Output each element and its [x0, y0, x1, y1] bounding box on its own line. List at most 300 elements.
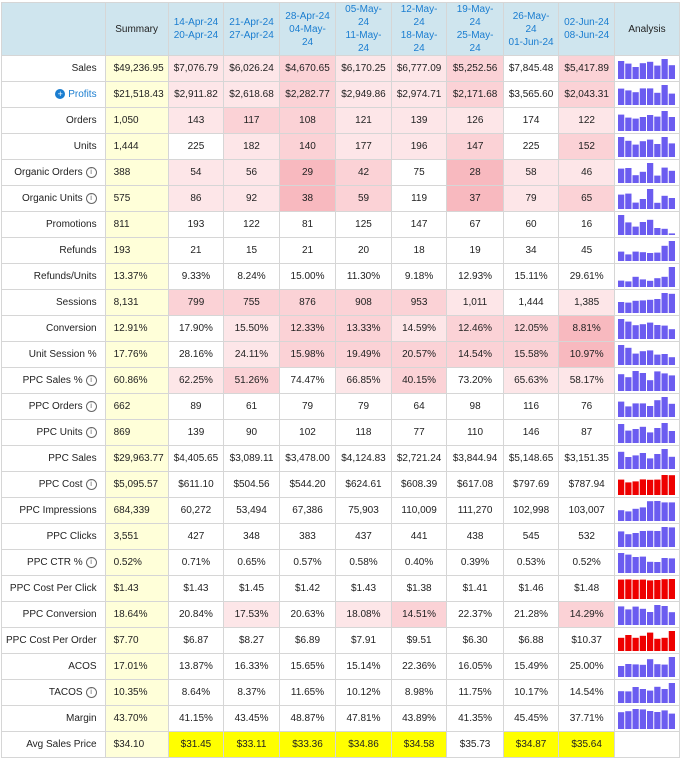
sparkline-bar: [625, 579, 631, 599]
week-value-cell: 146: [503, 420, 559, 446]
sparkline-bar: [647, 88, 653, 105]
analysis-sparkline-cell[interactable]: [614, 550, 679, 576]
analysis-sparkline-cell[interactable]: [614, 82, 679, 108]
week-value-cell: $34.86: [336, 732, 392, 758]
sparkline-bar: [661, 85, 667, 105]
analysis-sparkline-cell[interactable]: [614, 56, 679, 82]
sparkline-bar: [625, 193, 631, 208]
analysis-sparkline-cell[interactable]: [614, 524, 679, 550]
metric-label-text: Organic Orders: [14, 167, 83, 179]
metric-label-text: Sessions: [56, 297, 97, 308]
sparkline-bar: [632, 325, 638, 339]
metric-label-text: PPC Impressions: [19, 505, 97, 516]
sparkline-bar: [654, 712, 660, 729]
week-value-cell: 152: [559, 134, 615, 160]
week-start: 14-Apr-24: [173, 17, 219, 28]
week-value-cell: 90: [224, 420, 280, 446]
week-header-3[interactable]: [279, 3, 335, 56]
sparkline-bar: [640, 664, 646, 676]
week-value-cell: 908: [336, 290, 392, 316]
sparkline-bar: [625, 406, 631, 417]
sparkline-bar: [632, 371, 638, 391]
sparkline-bar: [618, 606, 624, 625]
sparkline-bar: [640, 351, 646, 365]
week-value-cell: $2,282.77: [279, 82, 335, 108]
sparkline-bar: [669, 198, 675, 209]
week-value-cell: 108: [279, 108, 335, 134]
week-value-cell: $6,777.09: [391, 56, 447, 82]
metric-row: [2, 680, 680, 706]
summary-cell: $1.43: [105, 576, 168, 602]
sparkline-chart: [618, 501, 676, 521]
metric-label: [2, 264, 106, 290]
sparkline-bar: [632, 557, 638, 573]
analysis-sparkline-cell[interactable]: [614, 654, 679, 680]
sparkline-bar: [661, 527, 667, 547]
week-value-cell: $2,949.86: [336, 82, 392, 108]
summary-cell: 575: [105, 186, 168, 212]
week-value-cell: 98: [447, 394, 503, 420]
sparkline-bar: [640, 479, 646, 495]
metric-label-text: PPC Cost: [38, 479, 83, 491]
sparkline-bar: [640, 635, 646, 650]
sparkline-bar: [618, 479, 624, 494]
sparkline-bar: [640, 324, 646, 339]
week-value-cell: 40.15%: [391, 368, 447, 394]
week-header-5[interactable]: [391, 3, 447, 56]
metric-row: [2, 420, 680, 446]
sparkline-bar: [669, 713, 675, 728]
analysis-sparkline-cell[interactable]: [614, 602, 679, 628]
sparkline-bar: [654, 531, 660, 547]
week-value-cell: 92: [224, 186, 280, 212]
week-value-cell: 22.36%: [391, 654, 447, 680]
week-value-cell: 0.58%: [336, 550, 392, 576]
sparkline-bar: [661, 245, 667, 260]
sparkline-chart: [618, 189, 676, 209]
expand-plus-icon[interactable]: +: [55, 89, 65, 99]
sparkline-bar: [669, 403, 675, 416]
metric-row: [2, 602, 680, 628]
analysis-header: Analysis: [614, 3, 679, 56]
week-value-cell: 147: [391, 212, 447, 238]
summary-cell: $49,236.95: [105, 56, 168, 82]
sparkline-bar: [640, 88, 646, 105]
metric-label: [2, 472, 106, 498]
sparkline-bar: [618, 691, 624, 703]
week-value-cell: $34.58: [391, 732, 447, 758]
sparkline-bar: [618, 424, 624, 443]
sparkline-bar: [618, 280, 624, 286]
week-value-cell: 22.37%: [447, 602, 503, 628]
metric-label: [2, 212, 106, 238]
metric-row: [2, 394, 680, 420]
week-value-cell: 755: [224, 290, 280, 316]
analysis-sparkline-cell[interactable]: [614, 420, 679, 446]
analysis-sparkline-cell[interactable]: [614, 134, 679, 160]
sparkline-bar: [640, 300, 646, 313]
metric-label: [2, 394, 106, 420]
week-value-cell: $7,845.48: [503, 56, 559, 82]
week-value-cell: 28: [447, 160, 503, 186]
sparkline-bar: [661, 710, 667, 729]
week-value-cell: $1.43: [336, 576, 392, 602]
sparkline-bar: [618, 88, 624, 104]
week-start: 19-May-24: [456, 4, 494, 28]
sparkline-bar: [632, 709, 638, 729]
metric-label: [2, 602, 106, 628]
week-value-cell: 15: [224, 238, 280, 264]
metric-row: [2, 238, 680, 264]
sparkline-bar: [618, 215, 624, 235]
week-value-cell: $3,844.94: [447, 446, 503, 472]
week-value-cell: 12.93%: [447, 264, 503, 290]
analysis-sparkline-cell[interactable]: [614, 238, 679, 264]
week-value-cell: 8.98%: [391, 680, 447, 706]
week-value-cell: 15.98%: [279, 342, 335, 368]
metric-label-text: ACOS: [68, 661, 97, 672]
sparkline-bar: [661, 664, 667, 676]
week-value-cell: 20: [336, 238, 392, 264]
sparkline-bar: [640, 579, 646, 598]
info-icon[interactable]: i: [86, 687, 97, 698]
sparkline-bar: [654, 638, 660, 650]
week-value-cell: $2,721.24: [391, 446, 447, 472]
sparkline-bar: [632, 276, 638, 286]
sparkline-bar: [647, 189, 653, 209]
week-value-cell: 122: [224, 212, 280, 238]
metric-label-text: Refunds/Units: [33, 271, 97, 282]
metric-row: [2, 732, 680, 758]
week-value-cell: 29.61%: [559, 264, 615, 290]
info-icon[interactable]: i: [86, 401, 97, 412]
metric-label[interactable]: [2, 82, 106, 108]
sparkline-bar: [669, 293, 675, 312]
week-start: 05-May-24: [345, 4, 382, 28]
week-value-cell: 37.71%: [559, 706, 615, 732]
sparkline-bar: [661, 228, 667, 234]
sparkline-chart: [618, 319, 676, 339]
summary-header: Summary: [105, 3, 168, 56]
week-value-cell: 437: [336, 524, 392, 550]
metric-label-text: Units: [73, 141, 97, 152]
sparkline-bar: [618, 553, 624, 573]
sparkline-bar: [625, 281, 631, 287]
metric-row: [2, 108, 680, 134]
sparkline-bar: [661, 354, 667, 365]
week-value-cell: 15.58%: [503, 342, 559, 368]
week-value-cell: 43.45%: [224, 706, 280, 732]
week-end: 20-Apr-24: [173, 30, 219, 41]
week-value-cell: 64: [391, 394, 447, 420]
sparkline-bar: [625, 347, 631, 364]
metric-label-text: PPC Sales: [48, 453, 97, 464]
sparkline-bar: [640, 709, 646, 729]
week-value-cell: $1.48: [559, 576, 615, 602]
week-value-cell: 225: [168, 134, 224, 160]
sparkline-chart: [618, 345, 676, 365]
summary-cell: 12.91%: [105, 316, 168, 342]
week-value-cell: 1,011: [447, 290, 503, 316]
week-value-cell: 77: [391, 420, 447, 446]
info-icon[interactable]: i: [86, 427, 97, 438]
week-value-cell: 54: [168, 160, 224, 186]
week-value-cell: $8.27: [224, 628, 280, 654]
week-value-cell: 118: [336, 420, 392, 446]
week-value-cell: 8.24%: [224, 264, 280, 290]
week-value-cell: $6,170.25: [336, 56, 392, 82]
week-value-cell: 14.54%: [559, 680, 615, 706]
info-icon[interactable]: i: [86, 557, 97, 568]
sparkline-bar: [625, 691, 631, 703]
week-header-8[interactable]: [559, 3, 615, 56]
sparkline-chart: [618, 163, 676, 183]
week-value-cell: 73.20%: [447, 368, 503, 394]
week-value-cell: 10.17%: [503, 680, 559, 706]
sparkline-bar: [632, 403, 638, 417]
week-value-cell: 177: [336, 134, 392, 160]
sparkline-bar: [654, 371, 660, 391]
sparkline-bar: [647, 322, 653, 338]
week-value-cell: 20.57%: [391, 342, 447, 368]
week-header-4[interactable]: [336, 3, 392, 56]
sparkline-bar: [632, 429, 638, 443]
sparkline-bar: [647, 139, 653, 156]
metric-label-text: Unit Session %: [28, 349, 97, 360]
sparkline-bar: [647, 580, 653, 599]
sparkline-chart: [618, 85, 676, 105]
analysis-sparkline-cell[interactable]: [614, 472, 679, 498]
sparkline-bar: [632, 118, 638, 130]
metric-label-text: Sales: [71, 63, 97, 74]
week-value-cell: 47.81%: [336, 706, 392, 732]
metric-label-text: TACOS: [48, 687, 83, 699]
sparkline-bar: [654, 252, 660, 260]
analysis-sparkline-cell[interactable]: [614, 316, 679, 342]
sparkline-bar: [669, 241, 675, 261]
sparkline-bar: [654, 664, 660, 677]
week-value-cell: 140: [279, 134, 335, 160]
week-header-1[interactable]: [168, 3, 224, 56]
week-header-7[interactable]: [503, 3, 559, 56]
analysis-sparkline-cell[interactable]: [614, 264, 679, 290]
analysis-sparkline-cell[interactable]: [614, 368, 679, 394]
sparkline-bar: [654, 299, 660, 313]
week-value-cell: 1,444: [503, 290, 559, 316]
sparkline-bar: [647, 115, 653, 131]
metric-row: [2, 498, 680, 524]
sparkline-bar: [625, 302, 631, 312]
info-icon[interactable]: i: [86, 167, 97, 178]
week-value-cell: 139: [168, 420, 224, 446]
analysis-sparkline-cell[interactable]: [614, 290, 679, 316]
metric-label: [2, 342, 106, 368]
week-value-cell: 441: [391, 524, 447, 550]
week-header-2[interactable]: [224, 3, 280, 56]
summary-cell: 193: [105, 238, 168, 264]
metric-row: [2, 56, 680, 82]
week-value-cell: 42: [336, 160, 392, 186]
metric-row: [2, 342, 680, 368]
sparkline-bar: [632, 664, 638, 677]
metric-label: [2, 680, 106, 706]
sparkline-bar: [618, 374, 624, 391]
sparkline-bar: [640, 171, 646, 182]
week-start: 28-Apr-24: [285, 10, 330, 22]
sparkline-chart: [618, 605, 676, 625]
corner-cell: [2, 3, 106, 56]
week-value-cell: 60: [503, 212, 559, 238]
sparkline-bar: [618, 114, 624, 130]
summary-cell: 1,050: [105, 108, 168, 134]
sparkline-bar: [661, 59, 667, 79]
sparkline-bar: [647, 632, 653, 650]
sparkline-bar: [647, 380, 653, 391]
week-value-cell: $10.37: [559, 628, 615, 654]
week-value-cell: 12.46%: [447, 316, 503, 342]
metric-label: [2, 706, 106, 732]
analysis-sparkline-cell[interactable]: [614, 732, 679, 758]
metric-label-text: Organic Units: [22, 193, 83, 205]
week-header-6[interactable]: [447, 3, 503, 56]
week-value-cell: 86: [168, 186, 224, 212]
sparkline-chart: [618, 241, 676, 261]
sparkline-bar: [618, 137, 624, 157]
week-value-cell: 60,272: [168, 498, 224, 524]
week-value-cell: 56: [224, 160, 280, 186]
sparkline-bar: [640, 403, 646, 417]
summary-cell: 17.76%: [105, 342, 168, 368]
sparkline-bar: [669, 329, 675, 339]
week-value-cell: 427: [168, 524, 224, 550]
week-value-cell: 174: [503, 108, 559, 134]
summary-cell: $7.70: [105, 628, 168, 654]
week-value-cell: $5,417.89: [559, 56, 615, 82]
sparkline-bar: [647, 458, 653, 469]
sparkline-bar: [647, 432, 653, 443]
sparkline-bar: [647, 561, 653, 572]
sparkline-bar: [647, 219, 653, 234]
week-end: 11-May-24: [345, 30, 382, 54]
week-value-cell: $1.43: [168, 576, 224, 602]
analysis-sparkline-cell[interactable]: [614, 212, 679, 238]
sparkline-bar: [632, 300, 638, 312]
sparkline-bar: [669, 475, 675, 495]
sparkline-chart: [618, 215, 676, 235]
sparkline-chart: [618, 267, 676, 287]
metric-row: [2, 654, 680, 680]
week-value-cell: 48.87%: [279, 706, 335, 732]
week-value-cell: 383: [279, 524, 335, 550]
week-value-cell: $1.42: [279, 576, 335, 602]
sparkline-bar: [618, 319, 624, 339]
metric-label: [2, 550, 106, 576]
week-value-cell: 58.17%: [559, 368, 615, 394]
metric-label: [2, 160, 106, 186]
analysis-sparkline-cell[interactable]: [614, 342, 679, 368]
sparkline-bar: [632, 251, 638, 260]
sparkline-bar: [632, 202, 638, 208]
week-value-cell: $33.11: [224, 732, 280, 758]
week-value-cell: $1.45: [224, 576, 280, 602]
week-end: 01-Jun-24: [508, 36, 554, 48]
analysis-sparkline-cell[interactable]: [614, 628, 679, 654]
analysis-sparkline-cell[interactable]: [614, 160, 679, 186]
metric-label: [2, 290, 106, 316]
week-value-cell: 8.81%: [559, 316, 615, 342]
week-value-cell: 14.51%: [391, 602, 447, 628]
analysis-sparkline-cell[interactable]: [614, 394, 679, 420]
week-value-cell: $35.64: [559, 732, 615, 758]
info-icon[interactable]: i: [86, 479, 97, 490]
info-icon[interactable]: i: [86, 375, 97, 386]
analysis-sparkline-cell[interactable]: [614, 186, 679, 212]
analysis-sparkline-cell[interactable]: [614, 576, 679, 602]
week-value-cell: $5,252.56: [447, 56, 503, 82]
week-value-cell: 37: [447, 186, 503, 212]
week-start: 02-Jun-24: [564, 17, 610, 28]
week-value-cell: $4,124.83: [336, 446, 392, 472]
metric-row: [2, 160, 680, 186]
week-value-cell: 147: [447, 134, 503, 160]
sparkline-chart: [618, 657, 676, 677]
week-value-cell: $4,670.65: [279, 56, 335, 82]
metric-label: [2, 732, 106, 758]
sparkline-bar: [647, 299, 653, 312]
header-row: [2, 3, 680, 56]
metric-row: [2, 524, 680, 550]
week-value-cell: 143: [168, 108, 224, 134]
sparkline-bar: [640, 63, 646, 79]
week-value-cell: 15.49%: [503, 654, 559, 680]
metric-label-text: PPC CTR %: [27, 557, 83, 569]
sparkline-bar: [669, 456, 675, 468]
week-value-cell: 0.40%: [391, 550, 447, 576]
sparkline-bar: [647, 690, 653, 702]
week-value-cell: 116: [503, 394, 559, 420]
week-value-cell: 89: [168, 394, 224, 420]
week-value-cell: 121: [336, 108, 392, 134]
week-value-cell: 15.50%: [224, 316, 280, 342]
sparkline-bar: [669, 502, 675, 521]
week-value-cell: 11.30%: [336, 264, 392, 290]
info-icon[interactable]: i: [86, 193, 97, 204]
analysis-sparkline-cell[interactable]: [614, 108, 679, 134]
summary-cell: 3,551: [105, 524, 168, 550]
sparkline-bar: [625, 254, 631, 261]
analysis-sparkline-cell[interactable]: [614, 706, 679, 732]
sparkline-bar: [654, 65, 660, 78]
week-value-cell: 0.53%: [503, 550, 559, 576]
metric-label-text: Avg Sales Price: [26, 739, 97, 750]
week-value-cell: 11.65%: [279, 680, 335, 706]
week-value-cell: 0.57%: [279, 550, 335, 576]
week-value-cell: 16: [559, 212, 615, 238]
week-value-cell: 15.00%: [279, 264, 335, 290]
sparkline-bar: [661, 606, 667, 625]
week-value-cell: 24.11%: [224, 342, 280, 368]
sparkline-bar: [640, 689, 646, 703]
week-value-cell: 196: [391, 134, 447, 160]
sparkline-bar: [632, 226, 638, 234]
summary-cell: 60.86%: [105, 368, 168, 394]
analysis-sparkline-cell[interactable]: [614, 446, 679, 472]
analysis-sparkline-cell[interactable]: [614, 680, 679, 706]
week-value-cell: 102,998: [503, 498, 559, 524]
analysis-sparkline-cell[interactable]: [614, 498, 679, 524]
week-value-cell: 19.49%: [336, 342, 392, 368]
sparkline-bar: [625, 117, 631, 130]
